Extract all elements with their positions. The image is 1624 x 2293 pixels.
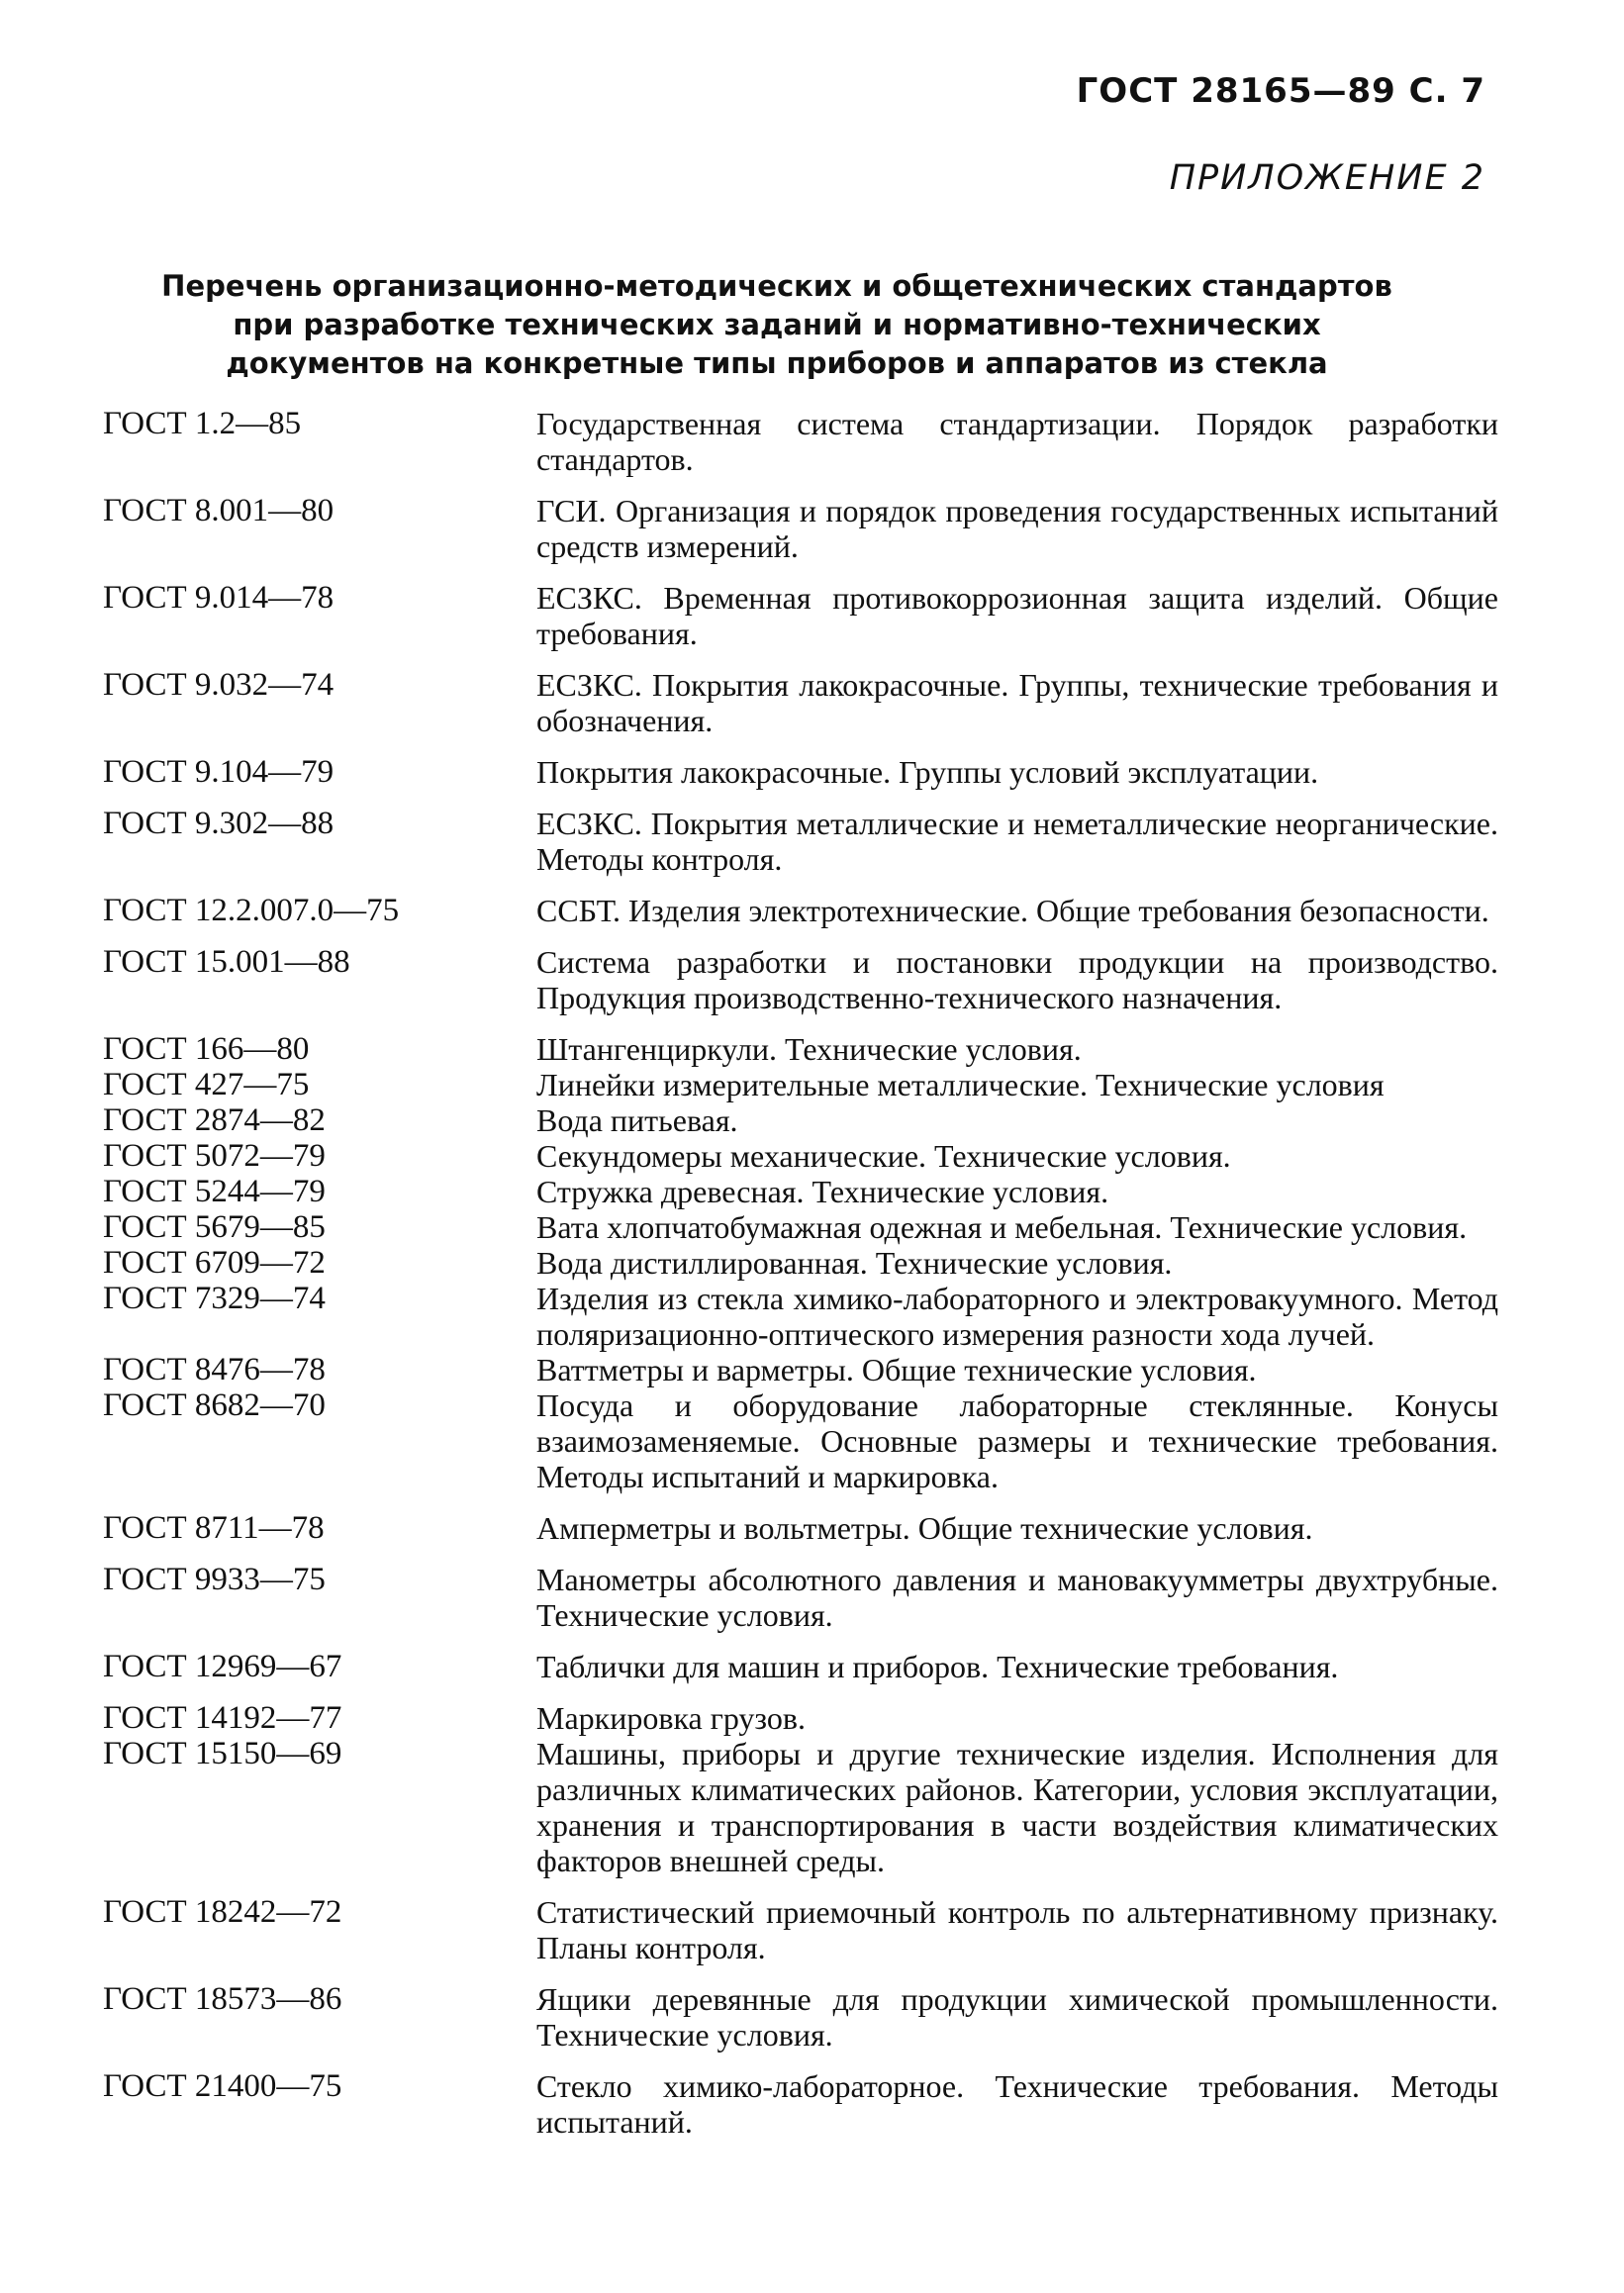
standard-code: ГОСТ 8.001—80 — [103, 493, 334, 528]
standard-entry — [103, 1281, 1498, 1352]
standard-entry — [103, 1138, 1498, 1174]
standard-entry — [103, 806, 1498, 877]
standard-description: Государственная система стандартизации. Порядок разработки стандартов. — [536, 406, 1498, 477]
standard-entry — [103, 1102, 1498, 1138]
standard-entry — [103, 1067, 1498, 1102]
standard-code: ГОСТ 2874—82 — [103, 1102, 326, 1138]
standard-description: Вода дистиллированная. Технические условия. — [536, 1245, 1173, 1281]
standard-description: Стекло химико-лабораторное. Технические требования. Методы испытаний. — [536, 2068, 1498, 2140]
standard-description: Ящики деревянные для продукции химической промышленности. Технические условия. — [536, 1981, 1498, 2053]
standard-code: ГОСТ 9933—75 — [103, 1562, 326, 1597]
standard-code: ГОСТ 12969—67 — [103, 1649, 342, 1684]
document-title — [148, 267, 1405, 383]
standard-code: ГОСТ 5679—85 — [103, 1209, 326, 1245]
standard-code: ГОСТ 9.032—74 — [103, 667, 334, 703]
standard-description: Стружка древесная. Технические условия. — [536, 1174, 1109, 1209]
standard-entry — [103, 2068, 1498, 2140]
standard-entry — [103, 944, 1498, 1015]
standard-code: ГОСТ 18573—86 — [103, 1981, 342, 2017]
standard-entry — [103, 1562, 1498, 1633]
standard-description: Маркировка грузов. — [536, 1700, 806, 1736]
standard-description: Машины, приборы и другие технические изделия. Исполнения для различных климатических районов. Категории, условия эксплуатации, хранения и транспортирования в части воздействия климатических факторов внешней среды. — [536, 1736, 1498, 1878]
standard-description: Амперметры и вольтметры. Общие технические условия. — [536, 1510, 1313, 1546]
standard-description: Штангенциркули. Технические условия. — [536, 1031, 1082, 1067]
standard-entry — [103, 1174, 1498, 1209]
standard-code: ГОСТ 15150—69 — [103, 1736, 342, 1771]
standard-description: Манометры абсолютного давления и мановакуумметры двухтрубные. Технические условия. — [536, 1562, 1498, 1633]
standard-code: ГОСТ 9.014—78 — [103, 580, 334, 616]
standard-code: ГОСТ 12.2.007.0—75 — [103, 893, 400, 928]
standard-code: ГОСТ 427—75 — [103, 1067, 310, 1102]
standard-description: Ваттметры и варметры. Общие технические условия. — [536, 1352, 1257, 1387]
standard-entry — [103, 406, 1498, 477]
standard-description: ЕСЗКС. Временная противокоррозионная защита изделий. Общие требования. — [536, 580, 1498, 651]
standard-entry — [103, 1245, 1498, 1281]
standard-code: ГОСТ 18242—72 — [103, 1894, 342, 1930]
standard-entry — [103, 1649, 1498, 1684]
standard-description: ССБТ. Изделия электротехнические. Общие требования безопасности. — [536, 893, 1489, 928]
standard-entry — [103, 1894, 1498, 1965]
standard-entry — [103, 493, 1498, 564]
standard-description: Изделия из стекла химико-лабораторного и электровакуумного. Метод поляризационно-оптического измерения разности хода лучей. — [536, 1281, 1498, 1352]
document-title-line: Перечень организационно-методических и общетехнических стандартов — [161, 269, 1392, 303]
standard-description: Система разработки и постановки продукции на производство. Продукция производственно-технического назначения. — [536, 944, 1498, 1015]
standard-entry — [103, 1510, 1498, 1546]
standard-description: Таблички для машин и приборов. Технические требования. — [536, 1649, 1339, 1684]
standard-description: Вода питьевая. — [536, 1102, 738, 1138]
standard-code: ГОСТ 8476—78 — [103, 1352, 326, 1387]
standard-entry — [103, 1031, 1498, 1067]
standard-code: ГОСТ 6709—72 — [103, 1245, 326, 1281]
standard-code: ГОСТ 8682—70 — [103, 1387, 326, 1423]
standard-entry — [103, 1209, 1498, 1245]
standard-description: Линейки измерительные металлические. Технические условия — [536, 1067, 1385, 1102]
document-title-line: при разработке технических заданий и нормативно-технических — [233, 308, 1321, 341]
standard-description: ГСИ. Организация и порядок проведения государственных испытаний средств измерений. — [536, 493, 1498, 564]
standard-code: ГОСТ 14192—77 — [103, 1700, 342, 1736]
standard-code: ГОСТ 1.2—85 — [103, 406, 302, 441]
standard-entry — [103, 754, 1498, 790]
standard-code: ГОСТ 9.302—88 — [103, 806, 334, 841]
standard-code: ГОСТ 21400—75 — [103, 2068, 342, 2104]
standard-description: Покрытия лакокрасочные. Группы условий эксплуатации. — [536, 754, 1319, 790]
standard-code: ГОСТ 5244—79 — [103, 1174, 326, 1209]
standard-code: ГОСТ 7329—74 — [103, 1281, 326, 1316]
standard-code: ГОСТ 9.104—79 — [103, 754, 334, 790]
standard-entry — [103, 1700, 1498, 1736]
standard-entry — [103, 667, 1498, 738]
standard-entry — [103, 1387, 1498, 1494]
page-header: ГОСТ 28165—89 С. 7 — [1076, 71, 1485, 111]
appendix-label: ПРИЛОЖЕНИЕ 2 — [1169, 158, 1485, 198]
standard-code: ГОСТ 15.001—88 — [103, 944, 350, 980]
standard-description: Вата хлопчатобумажная одежная и мебельная. Технические условия. — [536, 1209, 1468, 1245]
standards-list — [103, 406, 1498, 2140]
standard-entry — [103, 1981, 1498, 2053]
document-title-line: документов на конкретные типы приборов и аппаратов из стекла — [226, 346, 1328, 380]
standard-code: ГОСТ 166—80 — [103, 1031, 310, 1067]
standard-description: ЕСЗКС. Покрытия лакокрасочные. Группы, технические требования и обозначения. — [536, 667, 1498, 738]
standard-entry — [103, 893, 1498, 928]
standard-entry — [103, 1736, 1498, 1878]
standard-description: Посуда и оборудование лабораторные стеклянные. Конусы взаимозаменяемые. Основные размеры и технические требования. Методы испытаний и маркировка. — [536, 1387, 1498, 1494]
standard-entry — [103, 580, 1498, 651]
standard-code: ГОСТ 5072—79 — [103, 1138, 326, 1174]
standard-entry — [103, 1352, 1498, 1387]
standard-description: ЕСЗКС. Покрытия металлические и неметаллические неорганические. Методы контроля. — [536, 806, 1498, 877]
standard-code: ГОСТ 8711—78 — [103, 1510, 325, 1546]
standard-description: Статистический приемочный контроль по альтернативному признаку. Планы контроля. — [536, 1894, 1498, 1965]
standard-description: Секундомеры механические. Технические условия. — [536, 1138, 1231, 1174]
